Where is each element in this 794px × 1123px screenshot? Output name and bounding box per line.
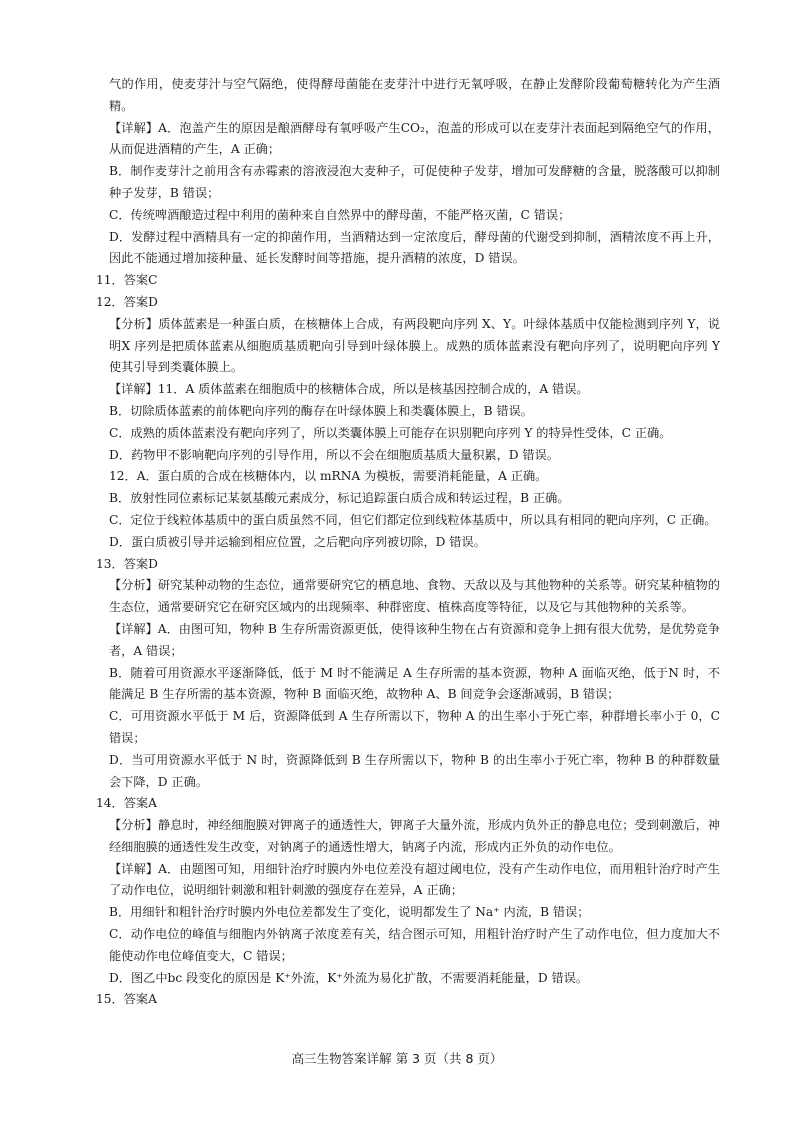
explanation-paragraph: 【详解】A．由图可知，物种 B 生存所需资源更低，使得该种生物在占有资源和竞争上拥有很大优势，是优势竞争者，A 错误； — [109, 621, 720, 658]
explanation-paragraph: 气的作用，使麦芽汁与空气隔绝，使得酵母菌能在麦芽汁中进行无氧呼吸，在静止发酵阶段葡萄糖转化为产生酒精。 — [109, 77, 720, 113]
answer-line: 13．答案D — [96, 556, 158, 571]
answer-line: 12．答案D — [96, 294, 158, 309]
explanation-paragraph: D．图乙中bc 段变化的原因是 K⁺外流，K⁺外流为易化扩散，不需要消耗能量，D 错误。 — [109, 970, 589, 985]
page-footer: 高三生物答案详解 第 3 页（共 8 页） — [291, 1051, 503, 1066]
explanation-paragraph: D．蛋白质被引导并运输到相应位置，之后靶向序列被切除，D 错误。 — [109, 534, 486, 549]
answer-line: 14．答案A — [96, 796, 157, 811]
explanation-paragraph: C．传统啤酒酿造过程中利用的菌种来自自然界中的酵母菌，不能严格灭菌，C 错误； — [109, 207, 571, 222]
explanation-paragraph: 【分析】质体蓝素是一种蛋白质，在核糖体上合成，有两段靶向序列 X、Y。叶绿体基质中仅能检测到序列 Y，说明X 序列是把质体蓝素从细胞质基质靶向引导到叶绿体膜上。成熟的质体蓝素没有靶向序列了，说明靶向序列 Y 使其引导到类囊体膜上。 — [109, 316, 720, 375]
answer-content — [96, 74, 720, 1011]
explanation-paragraph: 【分析】研究某种动物的生态位，通常要研究它的栖息地、食物、天敌以及与其他物种的关系等。研究某种植物的生态位，通常要研究它在研究区域内的出现频率、种群密度、植株高度等特征，以及它与其他物种的关系等。 — [109, 578, 720, 615]
explanation-paragraph: B．随着可用资源水平逐渐降低，低于 M 时不能满足 A 生存所需的基本资源，物种 A 面临灭绝，低于N 时，不能满足 B 生存所需的基本资源，物种 B 面临灭绝，故物种 A、B 间竞争会逐渐减弱，B 错误； — [109, 665, 720, 702]
explanation-paragraph: B．制作麦芽汁之前用含有赤霉素的溶液浸泡大麦种子，可促使种子发芽，增加可发酵糖的含量，脱落酸可以抑制种子发芽，B 错误； — [109, 164, 720, 200]
explanation-paragraph: B．用细针和粗针治疗时膜内外电位差都发生了变化，说明都发生了 Na⁺ 内流，B 错误； — [109, 905, 590, 920]
answer-line: 15．答案A — [96, 992, 157, 1007]
explanation-paragraph: 【详解】A．由题图可知，用细针治疗时膜内外电位差没有超过阈电位，没有产生动作电位，而用粗针治疗时产生了动作电位，说明细针刺激和粗针刺激的强度存在差异，A 正确； — [109, 861, 720, 898]
explanation-paragraph: C．动作电位的峰值与细胞内外钠离子浓度差有关，结合图示可知，用粗针治疗时产生了动作电位，但力度加大不能使动作电位峰值变大，C 错误； — [109, 927, 720, 963]
explanation-paragraph: 12．A．蛋白质的合成在核糖体内，以 mRNA 为模板，需要消耗能量，A 正确。 — [109, 469, 548, 484]
explanation-paragraph: C．定位于线粒体基质中的蛋白质虽然不同，但它们都定位到线粒体基质中，所以具有相同的靶向序列，C 正确。 — [109, 512, 717, 527]
explanation-paragraph: 【详解】A．泡盖产生的原因是酿酒酵母有氧呼吸产生CO₂，泡盖的形成可以在麦芽汁表面起到隔绝空气的作用，从而促进酒精的产生，A 正确； — [109, 120, 720, 157]
explanation-paragraph: B．切除质体蓝素的前体靶向序列的酶存在叶绿体膜上和类囊体膜上，B 错误。 — [109, 403, 533, 418]
answer-line: 11．答案C — [96, 273, 158, 288]
explanation-paragraph: D．发酵过程中酒精具有一定的抑菌作用，当酒精达到一定浓度后，酵母菌的代谢受到抑制，酒精浓度不再上升，因此不能通过增加接种量、延长发酵时间等措施，提升酒精的浓度，D 错误。 — [109, 229, 720, 266]
explanation-paragraph: D．药物甲不影响靶向序列的引导作用，所以不会在细胞质基质大量积累，D 错误。 — [109, 447, 559, 462]
explanation-paragraph: C．成熟的质体蓝素没有靶向序列了，所以类囊体膜上可能存在识别靶向序列 Y 的特异性受体，C 正确。 — [109, 425, 672, 440]
explanation-paragraph: B．放射性同位素标记某氨基酸元素成分，标记追踪蛋白质合成和转运过程，B 正确。 — [109, 491, 570, 506]
explanation-paragraph: 【分析】静息时，神经细胞膜对钾离子的通透性大，钾离子大量外流，形成内负外正的静息电位；受到刺激后，神经细胞膜的通透性发生改变，对钠离子的通透性增大，钠离子内流，形成内正外负的动作电位。 — [109, 818, 720, 854]
explanation-paragraph: C．可用资源水平低于 M 后，资源降低到 A 生存所需以下，物种 A 的出生率小于死亡率，种群增长率小于 0，C 错误； — [109, 709, 720, 745]
explanation-paragraph: D．当可用资源水平低于 N 时，资源降低到 B 生存所需以下，物种 B 的出生率小于死亡率，物种 B 的种群数量会下降，D 正确。 — [109, 752, 720, 789]
explanation-paragraph: 【详解】11．A 质体蓝素在细胞质中的核糖体合成，所以是核基因控制合成的，A 错误。 — [109, 382, 589, 397]
